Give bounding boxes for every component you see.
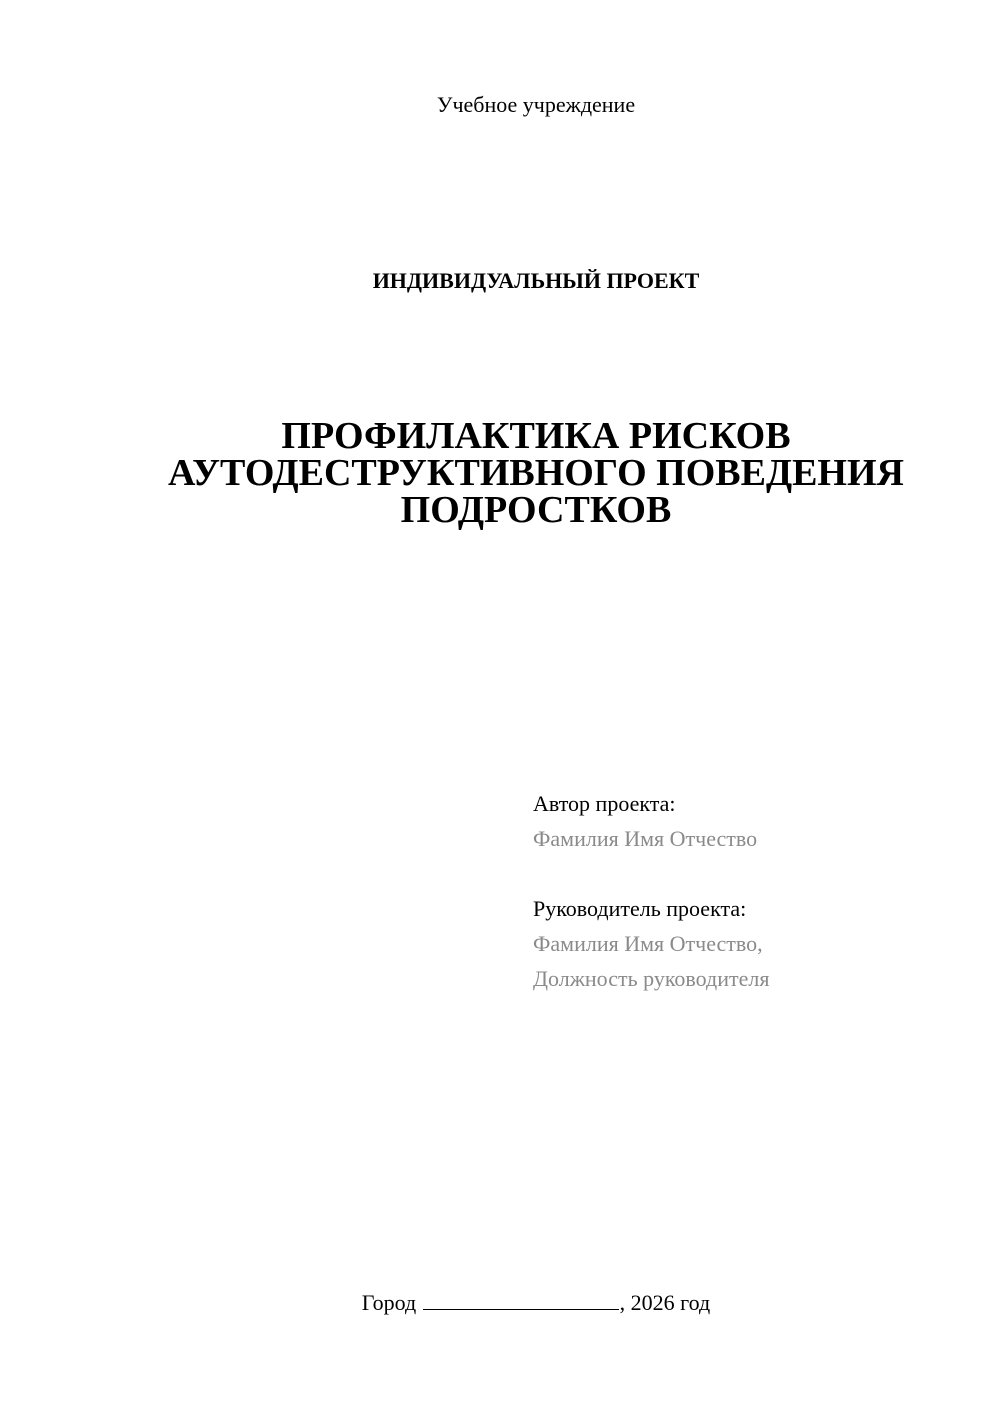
supervisor-name: Фамилия Имя Отчество, <box>533 931 763 956</box>
author-label: Автор проекта: <box>533 791 676 816</box>
city-blank-line <box>423 1289 619 1310</box>
supervisor-position: Должность руководителя <box>533 966 770 991</box>
project-title-line-1: ПРОФИЛАКТИКА РИСКОВ <box>281 415 791 457</box>
info-spacer <box>533 856 973 891</box>
document-type: ИНДИВИДУАЛЬНЫЙ ПРОЕКТ <box>372 268 700 293</box>
project-title <box>0 415 1000 531</box>
project-title-line-3: ПОДРОСТКОВ <box>400 489 672 531</box>
city-label: Город <box>361 1290 417 1315</box>
supervisor-label: Руководитель проекта: <box>533 896 747 921</box>
city-year-line <box>0 1288 1000 1318</box>
author-name: Фамилия Имя Отчество <box>533 826 758 851</box>
project-info-block <box>533 786 973 996</box>
year-text: , 2026 год <box>619 1290 711 1315</box>
institution-name: Учебное учреждение <box>436 92 636 117</box>
project-title-line-2: АУТОДЕСТРУКТИВНОГО ПОВЕДЕНИЯ <box>168 452 904 494</box>
